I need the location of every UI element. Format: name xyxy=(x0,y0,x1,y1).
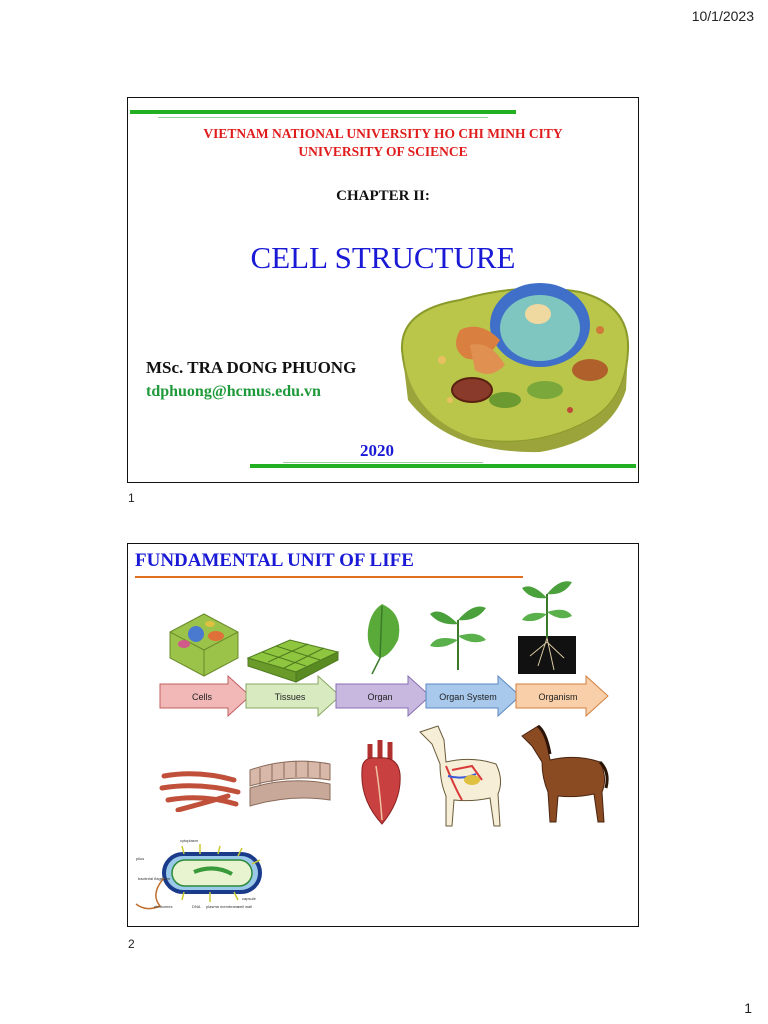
arrow-label-organ: Organ xyxy=(367,692,393,702)
arrow-label-cells: Cells xyxy=(191,692,213,702)
slide-2 xyxy=(127,543,639,927)
heart-illustration xyxy=(356,736,406,828)
title-underline xyxy=(135,576,523,578)
label-bacterial-flagellum: bacterial flagellum xyxy=(138,876,171,881)
bacterium-diagram xyxy=(134,834,264,914)
arrow-label-tissues: Tissues xyxy=(274,692,306,702)
slide-title: CELL STRUCTURE xyxy=(250,240,516,275)
bottom-divider-line xyxy=(250,464,636,468)
cell-illustration xyxy=(166,606,242,678)
page-number: 1 xyxy=(744,1000,752,1016)
label-cytoplasm: cytoplasm xyxy=(180,838,199,843)
label-capsule: capsule xyxy=(242,896,256,901)
label-dna: DNA xyxy=(192,904,201,909)
muscle-tissue-illustration xyxy=(244,750,334,816)
label-plasma-membrane: plasma membrane xyxy=(206,904,240,909)
author-name: MSc. TRA DONG PHUONG xyxy=(146,358,357,377)
organism-horse-illustration xyxy=(516,722,612,826)
organism-plant-illustration xyxy=(516,576,578,676)
chapter-label: CHAPTER II: xyxy=(336,188,430,204)
bottom-divider-thin-line xyxy=(283,462,483,463)
label-cell-wall: cell wall xyxy=(238,904,253,909)
slide-1 xyxy=(127,97,639,483)
author-email[interactable]: tdphuong@hcmus.edu.vn xyxy=(146,383,321,400)
organ-system-horse-illustration xyxy=(412,720,508,832)
slide-title: FUNDAMENTAL UNIT OF LIFE xyxy=(135,550,414,571)
slide-year: 2020 xyxy=(360,441,394,460)
leaf-illustration xyxy=(360,600,406,676)
university-line-1: VIETNAM NATIONAL UNIVERSITY HO CHI MINH CITY xyxy=(203,126,563,141)
arrow-label-organism: Organism xyxy=(538,692,578,702)
label-pilus: pilus xyxy=(136,856,145,861)
university-line-2: UNIVERSITY OF SCIENCE xyxy=(298,144,468,159)
levels-of-organization-arrows xyxy=(158,674,610,718)
plant-illustration xyxy=(426,600,490,672)
top-divider-line xyxy=(130,110,516,114)
label-ribosomes: ribosomes xyxy=(154,904,173,909)
slide-number-1: 1 xyxy=(128,491,135,505)
top-divider-thin-line xyxy=(158,117,488,118)
animal-cell-illustration xyxy=(390,270,638,456)
slide-number-2: 2 xyxy=(128,937,135,951)
page-date: 10/1/2023 xyxy=(691,8,754,24)
muscle-cells-illustration xyxy=(158,766,242,812)
arrow-label-organ-system: Organ System xyxy=(439,692,497,702)
